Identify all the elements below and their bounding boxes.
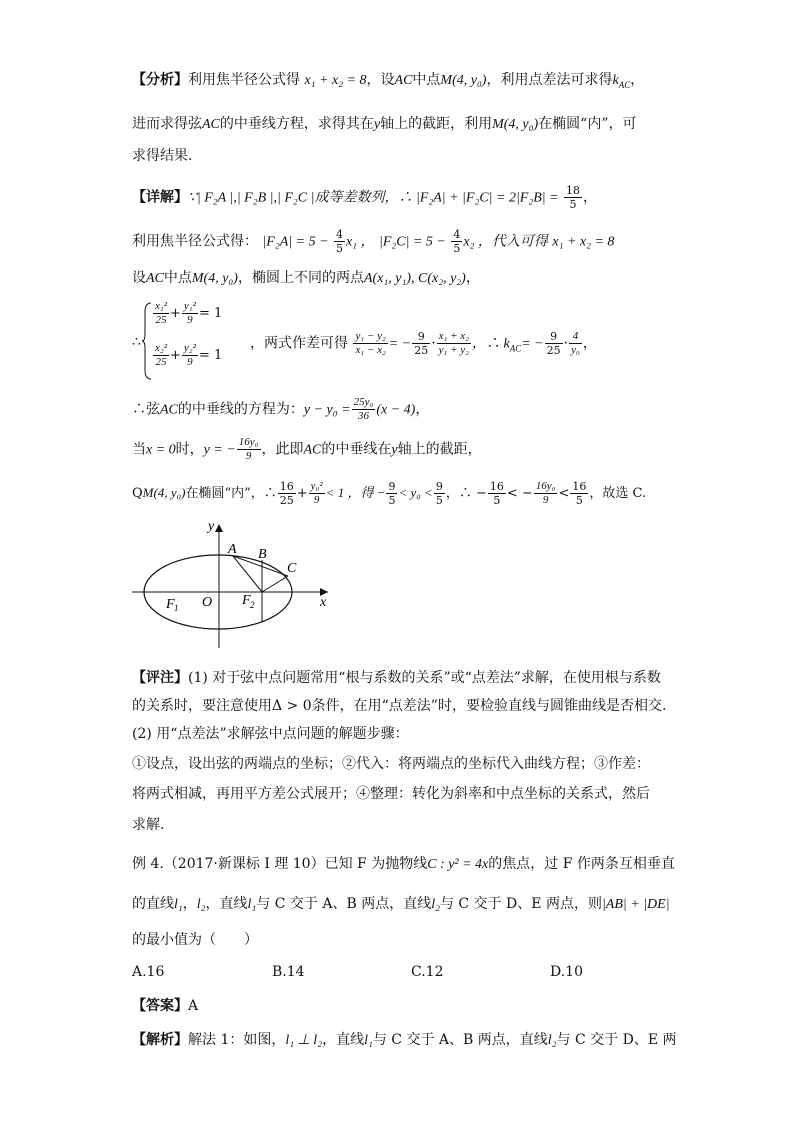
- formula: x = 0: [146, 442, 176, 458]
- formula: C : y² = 4x: [427, 857, 489, 872]
- option-d: D.10: [550, 964, 583, 980]
- detail-line-2: [132, 228, 614, 255]
- detail-text: 在椭圆“内”，∴: [185, 486, 277, 501]
- origin-label: O: [202, 595, 213, 610]
- comment-text: 求解.: [132, 817, 165, 833]
- comment-tag: 【评注】: [132, 670, 188, 686]
- formula: l₁: [364, 1033, 373, 1048]
- y-axis-label: y: [208, 519, 215, 534]
- comment-line-5: [132, 784, 650, 804]
- equation-system: [132, 300, 242, 382]
- segment-c-f2: [262, 576, 288, 592]
- detail-text: 当: [132, 441, 146, 458]
- example-text: 的最小值为（ ）: [132, 932, 258, 948]
- detail-text: 中点: [163, 270, 192, 286]
- formula: x₂ ，代入可得: [463, 234, 548, 250]
- analysis-text: 利用焦半径公式得: [188, 72, 300, 88]
- y-axis-arrow-icon: [215, 524, 223, 532]
- solution-line-1: 【解析】解法 1：如图，l₁ ⊥ l₂，直线l₁与 C 交于 A、B 两点，直线l₂与 C 交于 D、E 两: [132, 1032, 677, 1048]
- formula: (x − 4): [376, 402, 416, 418]
- system-row-2: $\frac{\text{x₂²}}{25}$ + $\frac{\text{y₂²}}{9}$ = 1: [155, 342, 223, 368]
- detail-text: ∴弦: [132, 401, 160, 418]
- detail-tag: 【详解】: [132, 189, 188, 206]
- detail-text: 利用焦半径公式得：: [132, 233, 258, 250]
- formula: l₂: [196, 897, 206, 912]
- ellipse-figure: [128, 516, 348, 652]
- analysis-text: ，: [630, 72, 645, 88]
- example-text: 的焦点，过 F 作两条互相垂直: [488, 856, 675, 872]
- formula: AC: [394, 73, 413, 88]
- formula: AC: [303, 442, 322, 458]
- point-a-label: A: [228, 542, 237, 557]
- formula: y: [373, 117, 381, 132]
- formula: x₁ ，: [345, 234, 375, 250]
- formula: l₂: [431, 897, 440, 912]
- formula: x₁ + x₂ = 8: [552, 234, 615, 250]
- detail-text: 的中垂线的方程为：: [177, 401, 304, 418]
- comment-line-6: [132, 815, 164, 835]
- system-row-1: $\frac{\text{x₁²}}{25}$ + $\frac{\text{y₁²}}{9}$ = 1: [155, 300, 223, 326]
- point-b-label: B: [258, 547, 267, 562]
- focus-f2-label: F: [242, 593, 251, 608]
- formula: x₁ + x₂ = 8: [304, 73, 367, 88]
- formula: |AB| + |DE|: [601, 897, 670, 912]
- detail-line-3: [132, 268, 480, 289]
- detail-line-7: QM(4, y₀)在椭圆“内”，∴ $\frac{16}{25}$ + $\frac{\text{y₀²}}{9}$ < 1 ，得 − $\frac{9}{5}$ < y₀ < $\frac{9}{5}$ ，∴ − $\frac{16}{5}$ < − $\frac{\text{16y₀}}{9}$ < $\frac{16}{5}$ ，故选 C.: [132, 480, 647, 507]
- detail-text: 的中垂线在: [321, 441, 392, 458]
- analysis-text: ，利用点差法可求得: [486, 72, 613, 88]
- fraction: $\frac{18}{5}$: [566, 184, 581, 211]
- detail-text: 轴上的截距，: [397, 441, 482, 458]
- example-line-1: [132, 854, 675, 875]
- x-axis-label: x: [320, 595, 327, 610]
- fraction: $\frac{4}{5}$: [335, 228, 343, 255]
- formula: M(4, y₀): [142, 485, 186, 500]
- comment-text: (1) 对于弦中点问题常用“根与系数的关系”或“点差法”求解，在使用根与系数: [188, 670, 661, 686]
- analysis-text: ，设: [366, 72, 395, 88]
- answer-value: A: [188, 998, 199, 1014]
- formula: y: [391, 442, 398, 458]
- formula: AC: [202, 117, 220, 132]
- option-b: B.14: [272, 964, 305, 980]
- comment-line-2: [132, 696, 666, 716]
- focus-f1-sub: 1: [174, 603, 179, 613]
- formula: M(4, y₀): [492, 117, 539, 132]
- formula: AC: [160, 402, 178, 418]
- analysis-text: 的中垂线方程，求得其在: [219, 116, 374, 132]
- detail-text: 时，: [175, 441, 204, 458]
- example-text: 的直线: [132, 896, 174, 912]
- answer-line: [132, 996, 198, 1016]
- comment-text: (2) 用“点差法”求解弦中点问题的解题步骤：: [132, 726, 409, 742]
- detail-line-5: ∴弦AC的中垂线的方程为：y − y₀ = $\frac{\text{25y₀}}{36}$ (x − 4)，: [132, 396, 430, 422]
- solution-tag: 【解析】: [132, 1032, 188, 1048]
- comment-text: ①设点，设出弦的两端点的坐标；②代入：将两端点的坐标代入曲线方程；③作差：: [132, 756, 650, 772]
- detail-text: ，此即: [261, 441, 304, 458]
- solution-text: 解法 1：如图，: [188, 1032, 286, 1048]
- comment-text: 将两式相减，再用平方差公式展开；④整理：转化为斜率和中点坐标的关系式，然后: [132, 786, 650, 802]
- comment-text: 的关系时，要注意使用Δ > 0条件，在用“点差法”时，要检验直线与圆锥曲线是否相交.: [132, 698, 667, 714]
- formula: ∵| F₂A |,| F₂B |,| F₂C |成等差数列，∴ |F₂A| + |F₂C| = 2|F₂B| =: [188, 190, 559, 206]
- example-line-3: [132, 930, 258, 950]
- analysis-text: 进而求得弦: [132, 116, 202, 132]
- formula: AC: [146, 271, 164, 286]
- formula: y − y₀ =: [303, 402, 351, 418]
- formula: |F₂C| = 5 −: [379, 234, 446, 250]
- formula-sub: AC: [618, 79, 631, 90]
- detail-text: ，两式作差可得: [250, 335, 348, 352]
- comment-line-1: [132, 668, 661, 688]
- punct: ，: [465, 270, 480, 286]
- fraction: $\frac{4}{5}$: [453, 228, 461, 255]
- formula: M(4, y₀): [440, 73, 487, 88]
- formula: l₂: [547, 1033, 557, 1048]
- detail-line-6: 当x = 0时，y = − $\frac{\text{16y₀}}{9}$ ，此即AC的中垂线在y轴上的截距，: [132, 436, 482, 462]
- formula: l₁ ⊥ l₂: [285, 1033, 323, 1048]
- formula: l₁: [174, 897, 183, 912]
- analysis-line-1: [132, 70, 644, 95]
- punct: ，: [415, 401, 430, 418]
- analysis-tag: 【分析】: [132, 72, 188, 88]
- formula: M(4, y₀): [191, 271, 238, 286]
- therefore-symbol: ∴: [132, 334, 141, 350]
- brace-icon: [142, 302, 152, 380]
- focus-f1-label: F: [166, 597, 175, 612]
- analysis-text: 中点: [412, 72, 441, 88]
- analysis-text: 在椭圆“内”，可: [538, 116, 637, 132]
- punct: ，: [583, 189, 598, 206]
- formula: l₁: [247, 897, 257, 912]
- difference-line: ，两式作差可得 $\frac{\text{y₁ − y₂}}{\text{x₁ − x₂}}$ = − $\frac{9}{25}$ · $\frac{\text{x₁ + x₂}}{\text{y₁ + y₂}}$ ，∴ $k_{AC}=$ − $\frac{9}{25}$ · $\frac{4}{\text{y₀}}$ ，: [250, 330, 597, 357]
- example-line-2: 的直线l₁，l₂，直线l₁与 C 交于 A、B 两点，直线l₂与 C 交于 D、E 两点，则|AB| + |DE|: [132, 896, 670, 912]
- analysis-text: 轴上的截距，利用: [380, 116, 493, 132]
- answer-tag: 【答案】: [132, 998, 188, 1014]
- formula: |F₂A| = 5 −: [262, 234, 329, 250]
- example-text: 例 4.（2017·新课标 I 理 10）已知 F 为抛物线: [132, 856, 428, 872]
- formula: A(x₁, y₁), C(x₂, y₂): [363, 271, 466, 286]
- comment-line-4: [132, 754, 650, 774]
- detail-text: 设: [132, 270, 146, 286]
- comment-line-3: [132, 724, 409, 744]
- analysis-line-3: [132, 146, 192, 166]
- point-c-label: C: [287, 561, 297, 576]
- focus-f2-sub: 2: [250, 600, 255, 610]
- formula: y = −: [203, 442, 236, 458]
- option-a: A.16: [132, 964, 165, 980]
- detail-line-1: [132, 184, 597, 211]
- detail-text: Q: [132, 486, 143, 501]
- analysis-text: 求得结果.: [132, 148, 193, 164]
- detail-text: ，椭圆上不同的两点: [237, 270, 364, 286]
- formula: k: [612, 73, 619, 88]
- analysis-line-2: [132, 114, 637, 135]
- option-c: C.12: [411, 964, 444, 980]
